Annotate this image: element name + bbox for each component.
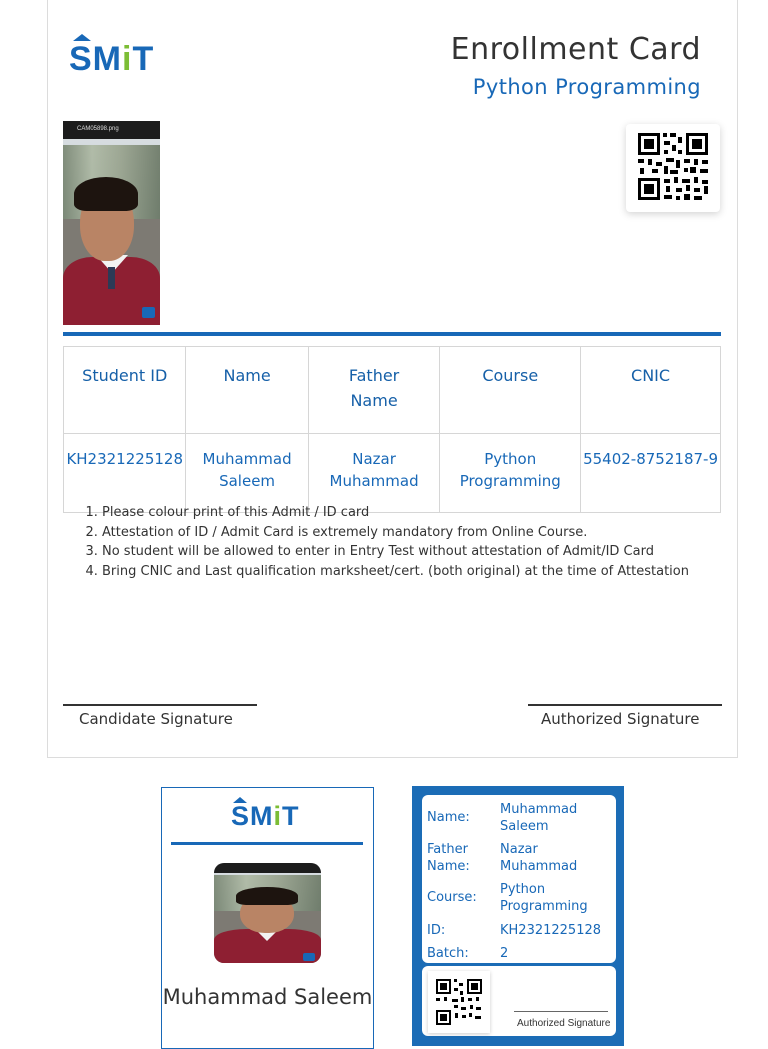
qr-code	[626, 124, 720, 212]
detail-value: 2	[500, 946, 509, 961]
detail-row-id	[427, 922, 613, 939]
id-card-qr-section	[422, 966, 616, 1036]
logo-text-i: i	[273, 801, 283, 831]
id-card-auth-line	[514, 1011, 608, 1012]
logo-text-sm: SM	[231, 801, 274, 831]
id-card-details	[422, 795, 616, 963]
authorized-signature-line	[528, 704, 722, 706]
id-card-auth-label: Authorized Signature	[517, 1018, 611, 1029]
course-subtitle: Python Programming	[472, 75, 701, 99]
detail-value: Python Programming	[500, 882, 588, 914]
logo-text-sm: SM	[69, 40, 122, 78]
detail-label: Course:	[427, 890, 477, 905]
table-row	[64, 434, 721, 513]
detail-row-father-name	[427, 841, 613, 875]
authorized-signature-label: Authorized Signature	[541, 710, 700, 728]
instructions-list	[63, 503, 761, 581]
list-item: 2. Attestation of ID / Admit Card is extremely mandatory from Online Course.	[102, 523, 761, 543]
candidate-signature-line	[63, 704, 257, 706]
edit-icon	[142, 307, 155, 318]
header-course: Course	[440, 347, 581, 434]
list-item: 1. Please colour print of this Admit / ID card	[102, 503, 761, 523]
qr-code-icon	[626, 124, 720, 212]
header-student-id: Student ID	[64, 347, 186, 434]
cell-course: Python Programming	[440, 434, 581, 513]
cell-name: Muhammad Saleem	[186, 434, 308, 513]
candidate-signature-label: Candidate Signature	[79, 710, 233, 728]
header	[451, 32, 701, 99]
list-item: 3. No student will be allowed to enter in Entry Test without attestation of Admit/ID Card	[102, 542, 761, 562]
header-cnic: CNIC	[581, 347, 721, 434]
detail-value: KH2321225128	[500, 923, 602, 938]
detail-label: Name:	[427, 810, 470, 825]
id-card-logo	[231, 797, 311, 833]
logo-text-t: T	[282, 801, 300, 831]
header-name: Name	[186, 347, 308, 434]
detail-row-course	[427, 881, 613, 915]
detail-row-name	[427, 801, 613, 835]
detail-value: Muhammad Saleem	[500, 802, 578, 834]
section-divider	[63, 332, 721, 336]
detail-label: ID:	[427, 923, 446, 938]
smit-logo	[69, 34, 169, 78]
id-card-student-name: Muhammad Saleem	[162, 985, 373, 1009]
id-card-back	[412, 786, 624, 1046]
detail-label: Father Name:	[427, 842, 470, 874]
photo-filename: CAM05898.png	[77, 126, 119, 132]
student-photo	[63, 121, 160, 325]
detail-value: Nazar Muhammad	[500, 842, 578, 874]
list-item: 4. Bring CNIC and Last qualification marksheet/cert. (both original) at the time of Attestation	[102, 562, 761, 582]
cell-father-name: Nazar Muhammad	[308, 434, 440, 513]
logo-text-t: T	[132, 40, 155, 78]
detail-row-batch	[427, 945, 613, 962]
cell-cnic: 55402-8752187-9	[581, 434, 721, 513]
table-header-row	[64, 347, 721, 434]
cell-student-id: KH2321225128	[64, 434, 186, 513]
id-card-photo	[214, 863, 321, 963]
header-father-name: Father Name	[308, 347, 440, 434]
id-card-divider	[171, 842, 363, 845]
edit-icon	[303, 953, 315, 961]
student-info-table	[63, 346, 721, 513]
page-title: Enrollment Card	[450, 32, 701, 67]
detail-label: Batch:	[427, 946, 469, 961]
logo-text-i: i	[122, 40, 133, 78]
id-card-front	[161, 787, 374, 1049]
